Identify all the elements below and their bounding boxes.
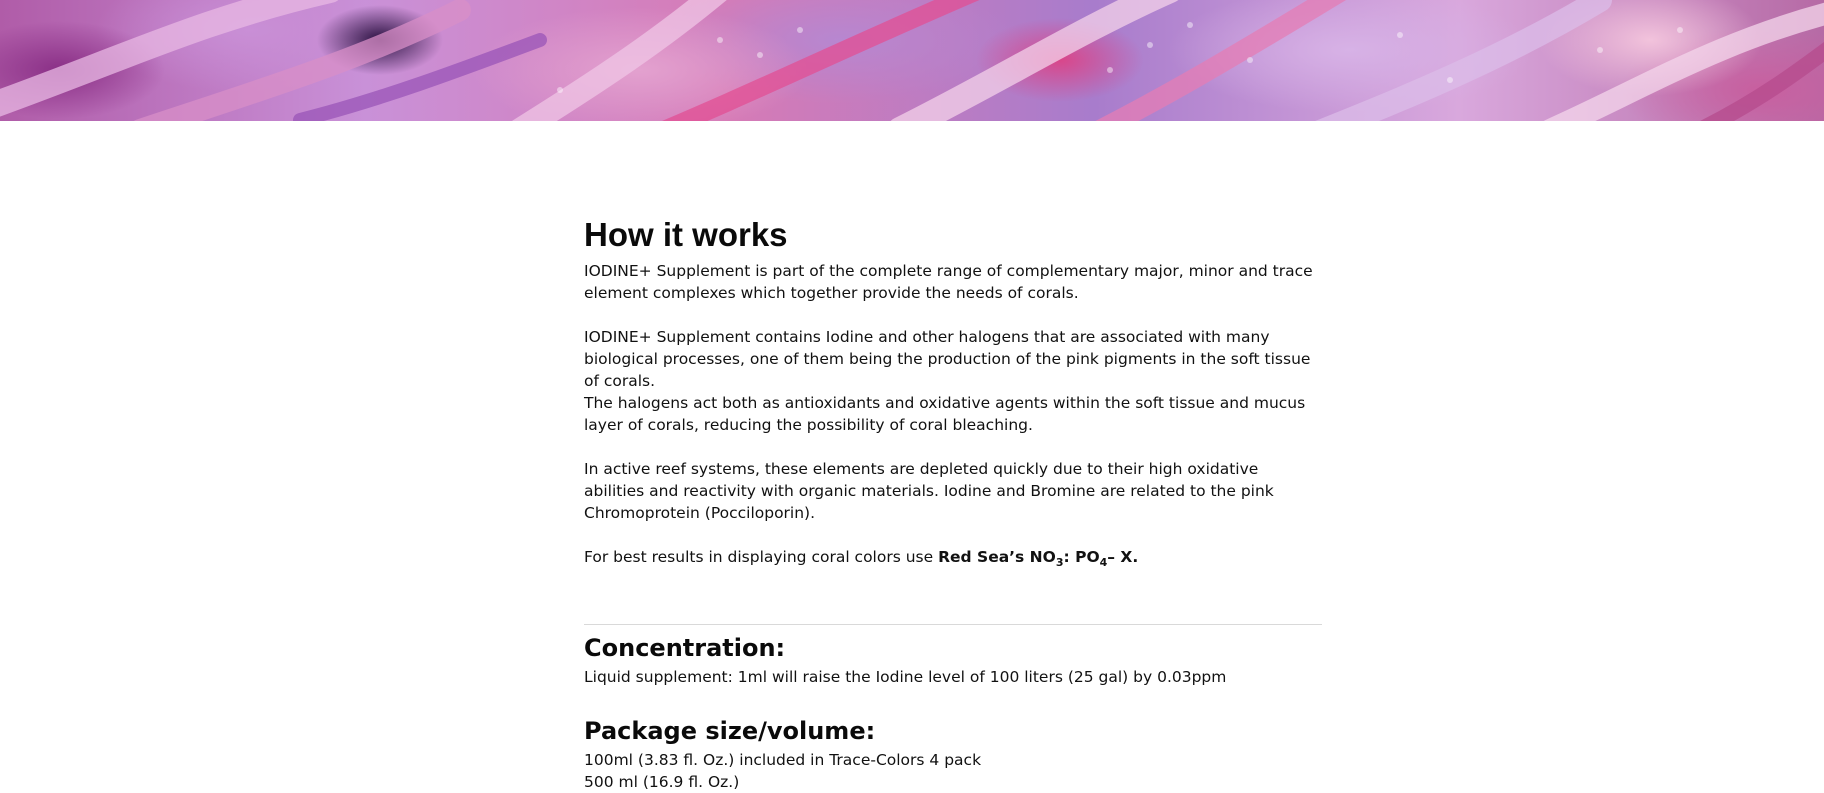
product-name-part-a: Red Sea’s NO bbox=[938, 548, 1056, 566]
package-size-line-1: 100ml (3.83 fl. Oz.) included in Trace-Colors 4 pack bbox=[584, 751, 982, 769]
main-content bbox=[584, 214, 1322, 793]
product-name-part-c: – X. bbox=[1107, 548, 1139, 566]
concentration-title: Concentration: bbox=[584, 634, 786, 662]
hero-banner-image bbox=[0, 0, 1824, 121]
section-divider bbox=[584, 624, 1322, 625]
paragraph-halogens-b: The halogens act both as antioxidants and oxidative agents within the soft tissue and mucus layer of corals, reducing the possibility of coral bleaching. bbox=[584, 394, 1306, 434]
paragraph-intro: IODINE+ Supplement is part of the complete range of complementary major, minor and trace element complexes which together provide the needs of corals. bbox=[584, 262, 1313, 302]
paragraph-best-results bbox=[584, 546, 1322, 568]
section-title-how-it-works: How it works bbox=[584, 216, 788, 253]
package-size-line-2: 500 ml (16.9 fl. Oz.) bbox=[584, 773, 740, 791]
product-name bbox=[938, 548, 1139, 569]
coral-illustration bbox=[0, 0, 1824, 121]
product-subscript-b: 4 bbox=[1099, 556, 1108, 569]
best-results-text: For best results in displaying coral colors use bbox=[584, 548, 939, 566]
product-subscript-a: 3 bbox=[1055, 556, 1064, 569]
paragraph-halogens-a: IODINE+ Supplement contains Iodine and other halogens that are associated with many biological processes, one of them being the production of the pink pigments in the soft tissue of corals. bbox=[584, 328, 1311, 390]
product-name-part-b: : PO bbox=[1063, 548, 1100, 566]
concentration-text: Liquid supplement: 1ml will raise the Iodine level of 100 liters (25 gal) by 0.03ppm bbox=[584, 668, 1227, 686]
package-size-title: Package size/volume: bbox=[584, 717, 876, 745]
paragraph-reef-systems: In active reef systems, these elements are depleted quickly due to their high oxidative abilities and reactivity with organic materials. Iodine and Bromine are related to the pink Chromoprotein (Pocciloporin). bbox=[584, 460, 1274, 522]
